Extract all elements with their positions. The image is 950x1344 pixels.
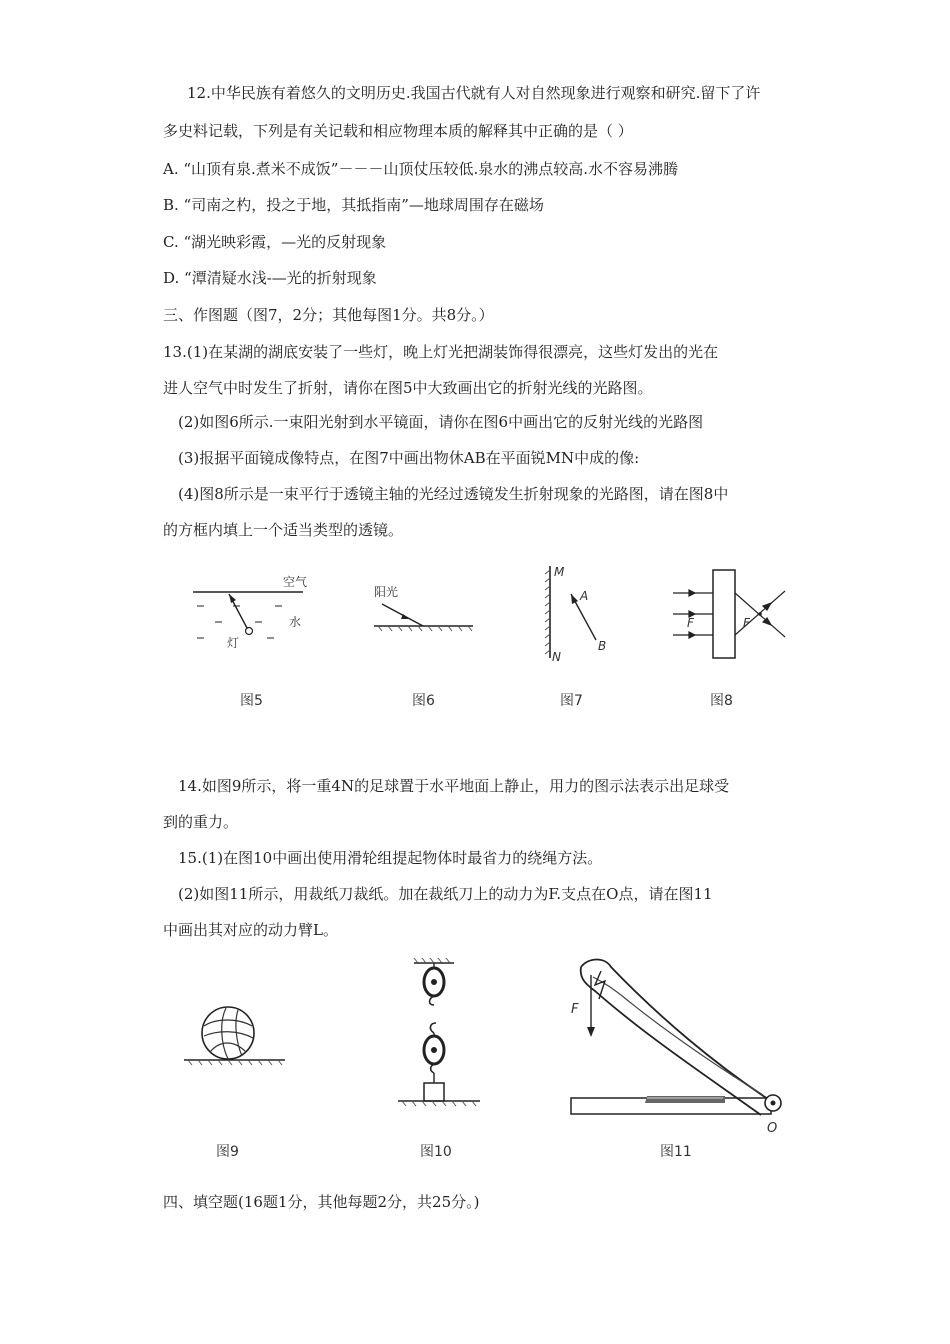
fig8-f-left-label: F [687, 616, 694, 630]
figure-6 [368, 578, 478, 638]
q15-p1: 15.(1)在图10中画出使用滑轮组提起物体时最省力的绕绳方法。 [178, 849, 603, 867]
fig5-caption: 图5 [240, 693, 263, 709]
fig9-caption: 图9 [216, 1144, 239, 1160]
q15-p2-line2: 中画出其对应的动力臂L。 [163, 921, 338, 939]
q14-line2: 到的重力。 [163, 813, 239, 831]
fig10-caption: 图10 [420, 1144, 452, 1160]
q12-stem-line2: 多史料记载，下列是有关记载和相应物理本质的解释其中正确的是（ ） [163, 122, 633, 140]
fig7-m-label: M [554, 565, 565, 579]
q12-option-c: C. “湖光映彩霞，—光的反射现象 [163, 233, 387, 251]
q12-option-b: B. “司南之杓，投之于地，其抵指南”—地球周围存在磁场 [163, 196, 544, 214]
fig11-o-label: O [767, 1121, 778, 1135]
fig5-water-label: 水 [289, 615, 302, 629]
section3-heading: 三、作图题（图7，2分；其他每图1分。共8分。） [163, 306, 494, 324]
fig11-caption: 图11 [660, 1144, 692, 1160]
figure-8 [665, 565, 795, 665]
fig8-f-right-label: F [743, 616, 750, 630]
fig6-caption: 图6 [412, 693, 435, 709]
fig7-caption: 图7 [560, 693, 583, 709]
fig7-b-label: B [598, 639, 607, 653]
q14-line1: 14.如图9所示，将一重4N的足球置于水平地面上静止，用力的图示法表示出足球受 [178, 777, 730, 795]
figure-9 [180, 1000, 290, 1070]
q13-p4-line1: (4)图8所示是一束平行于透镜主轴的光经过透镜发生折射现象的光路图，请在图8中 [178, 485, 729, 503]
fig5-air-label: 空气 [283, 575, 308, 589]
figure-11 [565, 955, 805, 1135]
fig6-sun-label: 阳光 [374, 585, 399, 599]
fig11-f-label: F [571, 1002, 579, 1017]
figure-10 [388, 955, 488, 1125]
q13-p2: (2)如图6所示.一束阳光射到水平镜面，请你在图6中画出它的反射光线的光路图 [178, 413, 704, 431]
fig7-a-label: A [580, 589, 589, 603]
fig8-caption: 图8 [710, 693, 733, 709]
q12-option-d: D. “潭清疑水浅-—光的折射现象 [163, 269, 377, 287]
q13-p3: (3)报据平面镜成像特点，在图7中画出物休AB在平面锐MN中成的像: [178, 449, 640, 467]
q12-stem-line1: 12.中华民族有着悠久的文明历史.我国古代就有人对自然现象进行观察和研究.留下了许 [187, 84, 761, 102]
q13-p1-line2: 进人空气中时发生了折射，请你在图5中大致画出它的折射光线的光路图。 [163, 379, 653, 397]
q13-p4-line2: 的方框内填上一个适当类型的透镜。 [163, 521, 404, 539]
fig7-n-label: N [552, 650, 561, 664]
fig5-lamp-label: 灯 [227, 636, 240, 650]
section4-heading: 四、填空题(16题1分，其他每题2分，共25分。) [163, 1193, 480, 1211]
figure-5 [185, 570, 315, 660]
q15-p2-line1: (2)如图11所示，用裁纸刀裁纸。加在裁纸刀上的动力为F.支点在O点，请在图11 [178, 885, 713, 903]
q13-p1-line1: 13.(1)在某湖的湖底安装了一些灯，晚上灯光把湖装饰得很漂亮，这些灯发出的光在 [163, 343, 719, 361]
figure-7 [530, 560, 620, 665]
q12-option-a: A. “山顶有泉.煮米不成饭”－－－山顶仗压较低.泉水的沸点较高.水不容易沸腾 [163, 160, 679, 178]
